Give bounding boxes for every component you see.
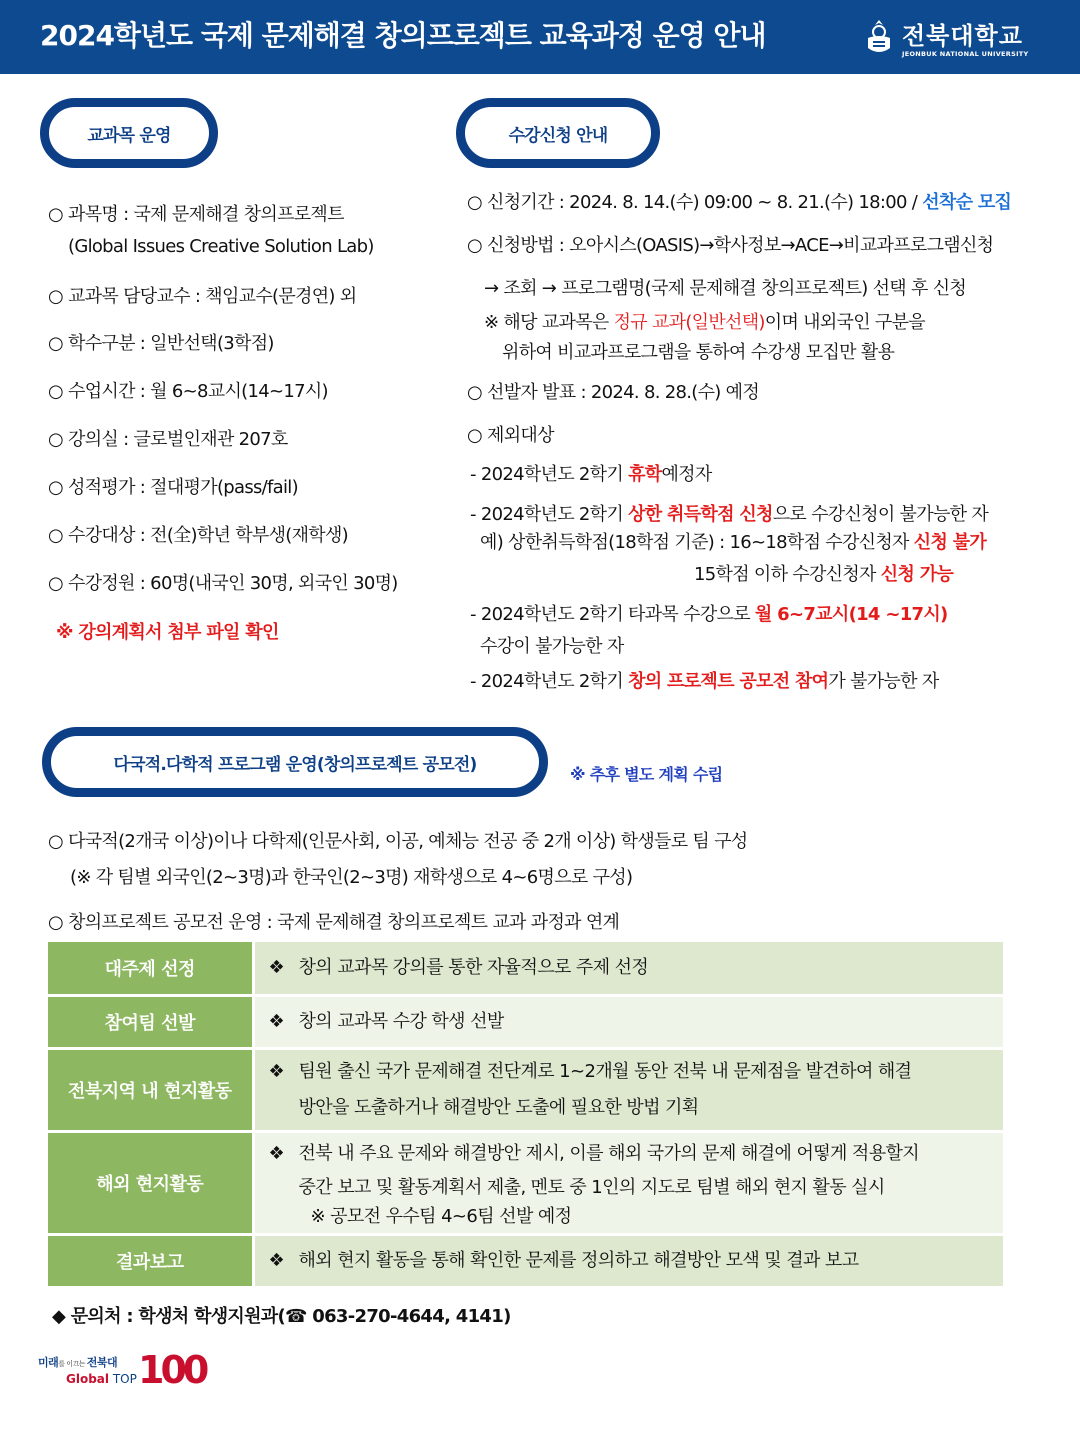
course-item: ○ 수업시간 : 월 6~8교시(14~17시) [48,381,328,402]
row-label: 결과보고 [48,1234,253,1287]
syllabus-note: ※ 강의계획서 첨부 파일 확인 [56,622,279,643]
course-item: ○ 강의실 : 글로벌인재관 207호 [48,429,288,450]
university-emblem-icon [864,18,894,56]
exclusion-item-cont: 수강이 불가능한 자 [480,636,624,657]
page-title: 2024학년도 국제 문제해결 창의프로젝트 교육과정 운영 안내 [40,19,766,52]
exclusion-item: - 2024학년도 2학기 창의 프로젝트 공모전 참여가 불가능한 자 [470,671,939,692]
row-content: ❖ 전북 내 주요 문제와 해결방안 제시, 이를 해외 국가의 문제 해결에 어떻게 적용할지 중간 보고 및 활동계획서 제출, 멘토 중 1인의 지도로 팀별 해외 현지 활동 실시 ※ 공모전 우수팀 4~6팀 선발 예정 [253,1131,1003,1234]
logo-subtitle: JEONBUK NATIONAL UNIVERSITY [902,50,1029,58]
bullet-icon: ❖ [268,1060,285,1082]
program-team-detail: (※ 각 팀별 외국인(2~3명)과 한국인(2~3명) 재학생으로 4~6명으로 구성) [70,867,633,888]
program-side-note: ※ 추후 별도 계획 수립 [570,765,723,784]
exclusion-example: 예) 상한취득학점(18학점 기준) : 16~18학점 수강신청자 신청 불가 [480,532,987,553]
badge-slogan: 미래를 이끄는 전북대 [38,1356,118,1369]
row-content: ❖ 해외 현지 활동을 통해 확인한 문제를 정의하고 해결방안 모색 및 결과 보고 [253,1234,1003,1287]
table-row [48,1048,1003,1131]
table-row [48,995,1003,1048]
course-item: ○ 과목명 : 국제 문제해결 창의프로젝트 [48,204,344,225]
registration-period: ○ 신청기간 : 2024. 8. 14.(수) 09:00 ~ 8. 21.(수) 18:00 / 선착순 모집 [467,192,1012,213]
contact-info: ◆ 문의처 : 학생처 학생지원과(☎ 063-270-4644, 4141) [52,1306,511,1327]
row-label: 해외 현지활동 [48,1131,253,1234]
course-item: ○ 수강정원 : 60명(내국인 30명, 외국인 30명) [48,573,398,594]
announcement-date: ○ 선발자 발표 : 2024. 8. 28.(수) 예정 [467,382,760,403]
row-content: ❖ 창의 교과목 수강 학생 선발 [253,995,1003,1048]
registration-method: ○ 신청방법 : 오아시스(OASIS)→학사정보→ACE→비교과프로그램신청 [467,235,994,256]
first-come-badge: 선착순 모집 [922,192,1012,213]
row-content: ❖ 팀원 출신 국가 문제해결 전단계로 1~2개월 동안 전북 내 문제점을 발견하여 해결 방안을 도출하거나 해결방안 도출에 필요한 방법 기획 [253,1048,1003,1131]
registration-method-cont: → 조회 → 프로그램명(국제 문제해결 창의프로젝트) 선택 후 신청 [484,278,967,299]
table-row [48,942,1003,995]
exclusion-title: ○ 제외대상 [467,425,554,446]
program-contest-link: ○ 창의프로젝트 공모전 운영 : 국제 문제해결 창의프로젝트 교과 과정과 연계 [48,912,620,933]
exclusion-item: - 2024학년도 2학기 타과목 수강으로 월 6~7교시(14 ~17시) [470,604,948,625]
bullet-icon: ❖ [268,956,285,978]
program-heading: 다국적.다학적 프로그램 운영(창의프로젝트 공모전) [42,727,548,797]
bullet-icon: ❖ [268,1249,285,1271]
registration-heading: 수강신청 안내 [456,98,660,168]
table-row [48,1234,1003,1287]
course-item: (Global Issues Creative Solution Lab) [68,236,374,257]
exclusion-example: 15학점 이하 수강신청자 신청 가능 [694,564,954,585]
table-row [48,1131,1003,1234]
program-table [48,942,1003,1289]
course-heading: 교과목 운영 [40,98,218,168]
course-item: ○ 학수구분 : 일반선택(3학점) [48,333,274,354]
row-label: 참여팀 선발 [48,995,253,1048]
program-team-rule: ○ 다국적(2개국 이상)이나 다학제(인문사회, 이공, 예체능 전공 중 2개 이상) 학생들로 팀 구성 [48,831,748,852]
bullet-icon: ❖ [268,1010,285,1032]
row-content: ❖ 창의 교과목 강의를 통한 자율적으로 주제 선정 [253,942,1003,995]
course-item: ○ 수강대상 : 전(全)학년 학부생(재학생) [48,525,348,546]
university-logo [864,16,1044,62]
course-item: ○ 교과목 담당교수 : 책임교수(문경연) 외 [48,286,357,307]
global-top100-badge [34,1350,204,1396]
logo-name: 전북대학교 [902,22,1023,50]
exclusion-item: - 2024학년도 2학기 휴학예정자 [470,464,712,485]
registration-note-cont: 위하여 비교과프로그램을 통하여 수강생 모집만 활용 [502,342,895,363]
badge-number: 100 [138,1348,206,1392]
registration-note: ※ 해당 교과목은 정규 교과(일반선택)이며 내외국인 구분을 [484,312,925,333]
course-item: ○ 성적평가 : 절대평가(pass/fail) [48,477,298,498]
bullet-icon: ❖ [268,1142,285,1164]
row-label: 대주제 선정 [48,942,253,995]
badge-global: Global TOP [66,1372,137,1386]
row-label: 전북지역 내 현지활동 [48,1048,253,1131]
header-bar [0,0,1080,74]
exclusion-item: - 2024학년도 2학기 상한 취득학점 신청으로 수강신청이 불가능한 자 [470,504,989,525]
